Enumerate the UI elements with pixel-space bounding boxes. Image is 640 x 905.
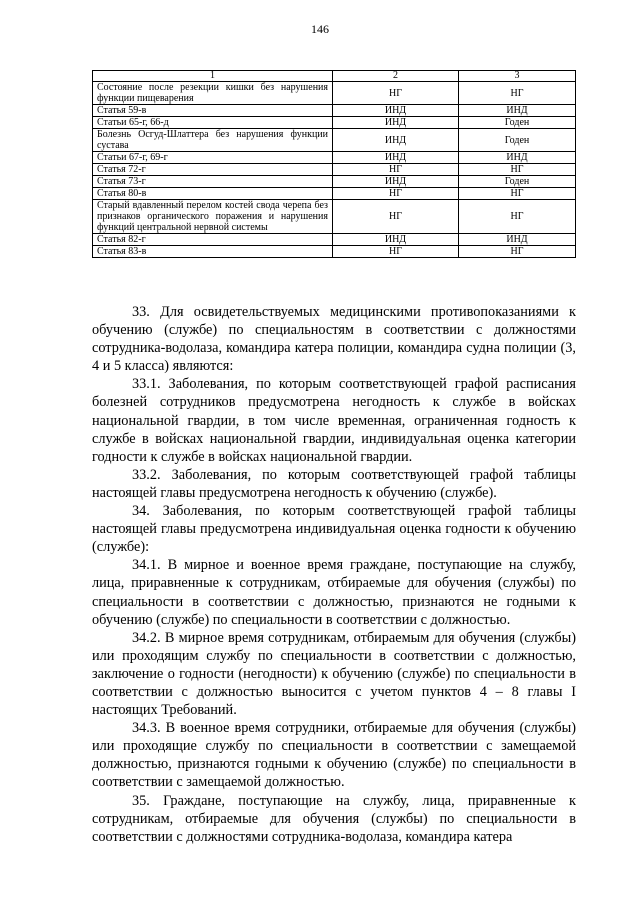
table-cell-col3: НГ <box>459 246 576 258</box>
table-cell-col2: ИНД <box>333 152 459 164</box>
table-cell-condition: Старый вдавленный перелом костей свода черепа без признаков органического поражения и нарушения функций центральной нервной системы <box>93 200 333 234</box>
table-row <box>93 176 576 188</box>
table-cell-col2: ИНД <box>333 105 459 117</box>
table-cell-col3: Годен <box>459 117 576 129</box>
table-row <box>93 246 576 258</box>
table-cell-col2: НГ <box>333 246 459 258</box>
table-row <box>93 200 576 234</box>
table-cell-condition: Статья 82-г <box>93 234 333 246</box>
table-cell-col2: НГ <box>333 164 459 176</box>
table-cell-col2: ИНД <box>333 176 459 188</box>
paragraph-33-1: 33.1. Заболевания, по которым соответствующей графой расписания болезней сотрудников предусмотрена негодность к службе в войсках национальной гвардии, в том числе временная, ограниченная годность к службе в войсках национальной гвардии, индивидуальная оценка категории годности к службе в войсках национальной гвардии. <box>92 376 576 465</box>
table-row <box>93 188 576 200</box>
table-header-cell: 2 <box>333 71 459 82</box>
paragraph-34-3: 34.3. В военное время сотрудники, отбираемые для обучения (службы) или проходящие службу по специальности в соответствии с замещаемой должностью, признаются годными к обучению (службе) по специальности в соответствии с замещаемой должностью. <box>92 720 576 791</box>
table-cell-condition: Болезнь Осгуд-Шлаттера без нарушения функции сустава <box>93 129 333 152</box>
table-cell-col2: НГ <box>333 82 459 105</box>
table-cell-col3: НГ <box>459 82 576 105</box>
table-cell-col3: НГ <box>459 164 576 176</box>
table-cell-condition: Статья 73-г <box>93 176 333 188</box>
table-cell-col2: ИНД <box>333 234 459 246</box>
table-row <box>93 117 576 129</box>
table-cell-condition: Статья 83-в <box>93 246 333 258</box>
table-row <box>93 152 576 164</box>
paragraph-34-2: 34.2. В мирное время сотрудникам, отбираемым для обучения (службы) или проходящим службу по специальности в соответствии с должностью, заключение о годности (негодности) к обучению (службе) по специальности в соответствии с должностью выносится с учетом пунктов 4 – 8 главы I настоящих Требований. <box>92 629 576 719</box>
table-cell-col2: НГ <box>333 200 459 234</box>
table-cell-condition: Статьи 65-г, 66-д <box>93 117 333 129</box>
table-row <box>93 234 576 246</box>
table-cell-col2: ИНД <box>333 117 459 129</box>
table-cell-col3: НГ <box>459 200 576 234</box>
fitness-table <box>92 70 576 258</box>
table-cell-col2: ИНД <box>333 129 459 152</box>
page-number: 146 <box>311 22 329 36</box>
table-row <box>93 105 576 117</box>
table-cell-col3: Годен <box>459 129 576 152</box>
body-text <box>92 303 576 846</box>
table-cell-condition: Статья 80-в <box>93 188 333 200</box>
table-cell-col3: ИНД <box>459 152 576 164</box>
table-header-row <box>93 71 576 82</box>
table-header-cell: 1 <box>93 71 333 82</box>
table-cell-col3: Годен <box>459 176 576 188</box>
table-cell-col3: ИНД <box>459 234 576 246</box>
table-cell-condition: Статьи 67-г, 69-г <box>93 152 333 164</box>
table-row <box>93 129 576 152</box>
table-cell-condition: Статья 59-в <box>93 105 333 117</box>
table-cell-condition: Состояние после резекции кишки без нарушения функции пищеварения <box>93 82 333 105</box>
paragraph-33-2: 33.2. Заболевания, по которым соответствующей графой таблицы настоящей главы предусмотрена негодность к обучению (службе). <box>92 466 576 501</box>
table-cell-condition: Статья 72-г <box>93 164 333 176</box>
paragraph-35: 35. Граждане, поступающие на службу, лица, приравненные к сотрудникам, отбираемые для обучения (службы) по специальности в соответствии с должностями сотрудника-водолаза, командира катера <box>92 792 576 845</box>
paragraph-34: 34. Заболевания, по которым соответствующей графой таблицы настоящей главы предусмотрена индивидуальная оценка годности к обучению (службе): <box>92 503 576 556</box>
table-header-cell: 3 <box>459 71 576 82</box>
table-cell-col3: НГ <box>459 188 576 200</box>
table-row <box>93 164 576 176</box>
paragraph-34-1: 34.1. В мирное и военное время граждане, поступающие на службу, лица, приравненные к сотрудникам, отбираемые для обучения (службы) по специальности в соответствии с должностью, признаются не годными к обучению (службе) по специальности в соответствии с должностью. <box>92 557 576 628</box>
paragraph-33: 33. Для освидетельствуемых медицинскими противопоказаниями к обучению (службе) по специальностям в соответствии с должностями сотрудника-водолаза, командира катера полиции, командира судна полиции (3, 4 и 5 класса) являются: <box>92 304 576 375</box>
table-row <box>93 82 576 105</box>
table-cell-col2: НГ <box>333 188 459 200</box>
table-cell-col3: ИНД <box>459 105 576 117</box>
